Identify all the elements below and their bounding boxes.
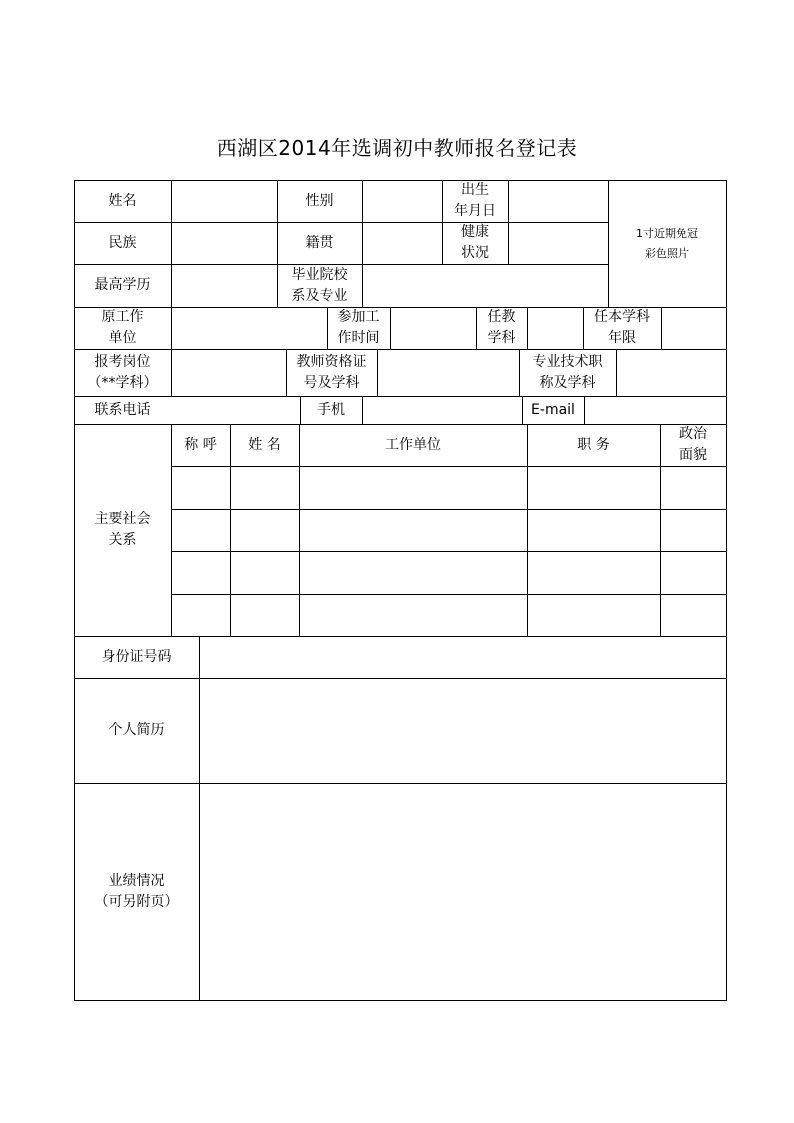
photo-placeholder: 1寸近期免冠 彩色照片: [636, 226, 698, 260]
original-unit-field[interactable]: [171, 307, 327, 349]
relation-political-header: 政治 面貌: [679, 426, 707, 463]
registration-form: [74, 180, 727, 1001]
work-start-label: 参加工 作时间: [337, 309, 380, 346]
subject-years-field[interactable]: [661, 307, 726, 349]
health-field[interactable]: [508, 222, 608, 264]
tech-title-field[interactable]: [616, 349, 726, 396]
relation-name-header: 姓 名: [248, 436, 281, 453]
phone-label: 联系电话: [94, 401, 151, 418]
native-place-field[interactable]: [362, 222, 442, 264]
email-label: E-mail: [531, 401, 575, 418]
work-start-field[interactable]: [390, 307, 476, 349]
subject-years-label: 任本学科 年限: [594, 309, 650, 346]
teacher-cert-field[interactable]: [377, 349, 519, 396]
ethnicity-label: 民族: [108, 234, 137, 251]
gender-label: 性别: [305, 192, 334, 209]
resume-label: 个人简历: [108, 722, 165, 738]
relation-unit-header: 工作单位: [385, 436, 441, 453]
teaching-subject-label: 任教 学科: [487, 309, 516, 346]
applied-post-label: 报考岗位 （**学科）: [87, 353, 158, 391]
id-number-label: 身份证号码: [101, 648, 172, 665]
mobile-label: 手机: [317, 401, 345, 418]
tech-title-label: 专业技术职 称及学科: [532, 353, 603, 391]
teacher-cert-label: 教师资格证 号及学科: [296, 353, 367, 391]
birth-date-field[interactable]: [508, 180, 608, 222]
birth-date-label: 出生 年月日: [454, 182, 496, 219]
native-place-label: 籍贯: [305, 234, 334, 251]
id-number-field[interactable]: [199, 636, 726, 678]
achievements-field[interactable]: [199, 783, 726, 1000]
name-field[interactable]: [171, 180, 277, 222]
social-relations-label: 主要社会 关系: [94, 511, 151, 548]
relation-title-header: 称 呼: [184, 436, 217, 453]
form-title: 西湖区2014年选调初中教师报名登记表: [216, 136, 578, 160]
gender-field[interactable]: [362, 180, 442, 222]
resume-field[interactable]: [199, 678, 726, 783]
school-major-label: 毕业院校 系及专业: [291, 266, 348, 304]
education-field[interactable]: [171, 264, 277, 307]
applied-post-field[interactable]: [171, 349, 286, 396]
school-major-field[interactable]: [362, 264, 608, 307]
mobile-field[interactable]: [362, 396, 522, 424]
achievements-label: 业绩情况 （可另附页）: [94, 872, 179, 910]
education-label: 最高学历: [94, 277, 151, 293]
health-label: 健康 状况: [461, 224, 489, 261]
phone-field[interactable]: [171, 396, 300, 424]
relations-table-body[interactable]: [171, 466, 726, 636]
name-label: 姓名: [108, 192, 137, 209]
ethnicity-field[interactable]: [171, 222, 277, 264]
email-field[interactable]: [584, 396, 726, 424]
teaching-subject-field[interactable]: [527, 307, 583, 349]
original-unit-label: 原工作 单位: [101, 309, 144, 346]
relation-position-header: 职 务: [577, 436, 610, 453]
